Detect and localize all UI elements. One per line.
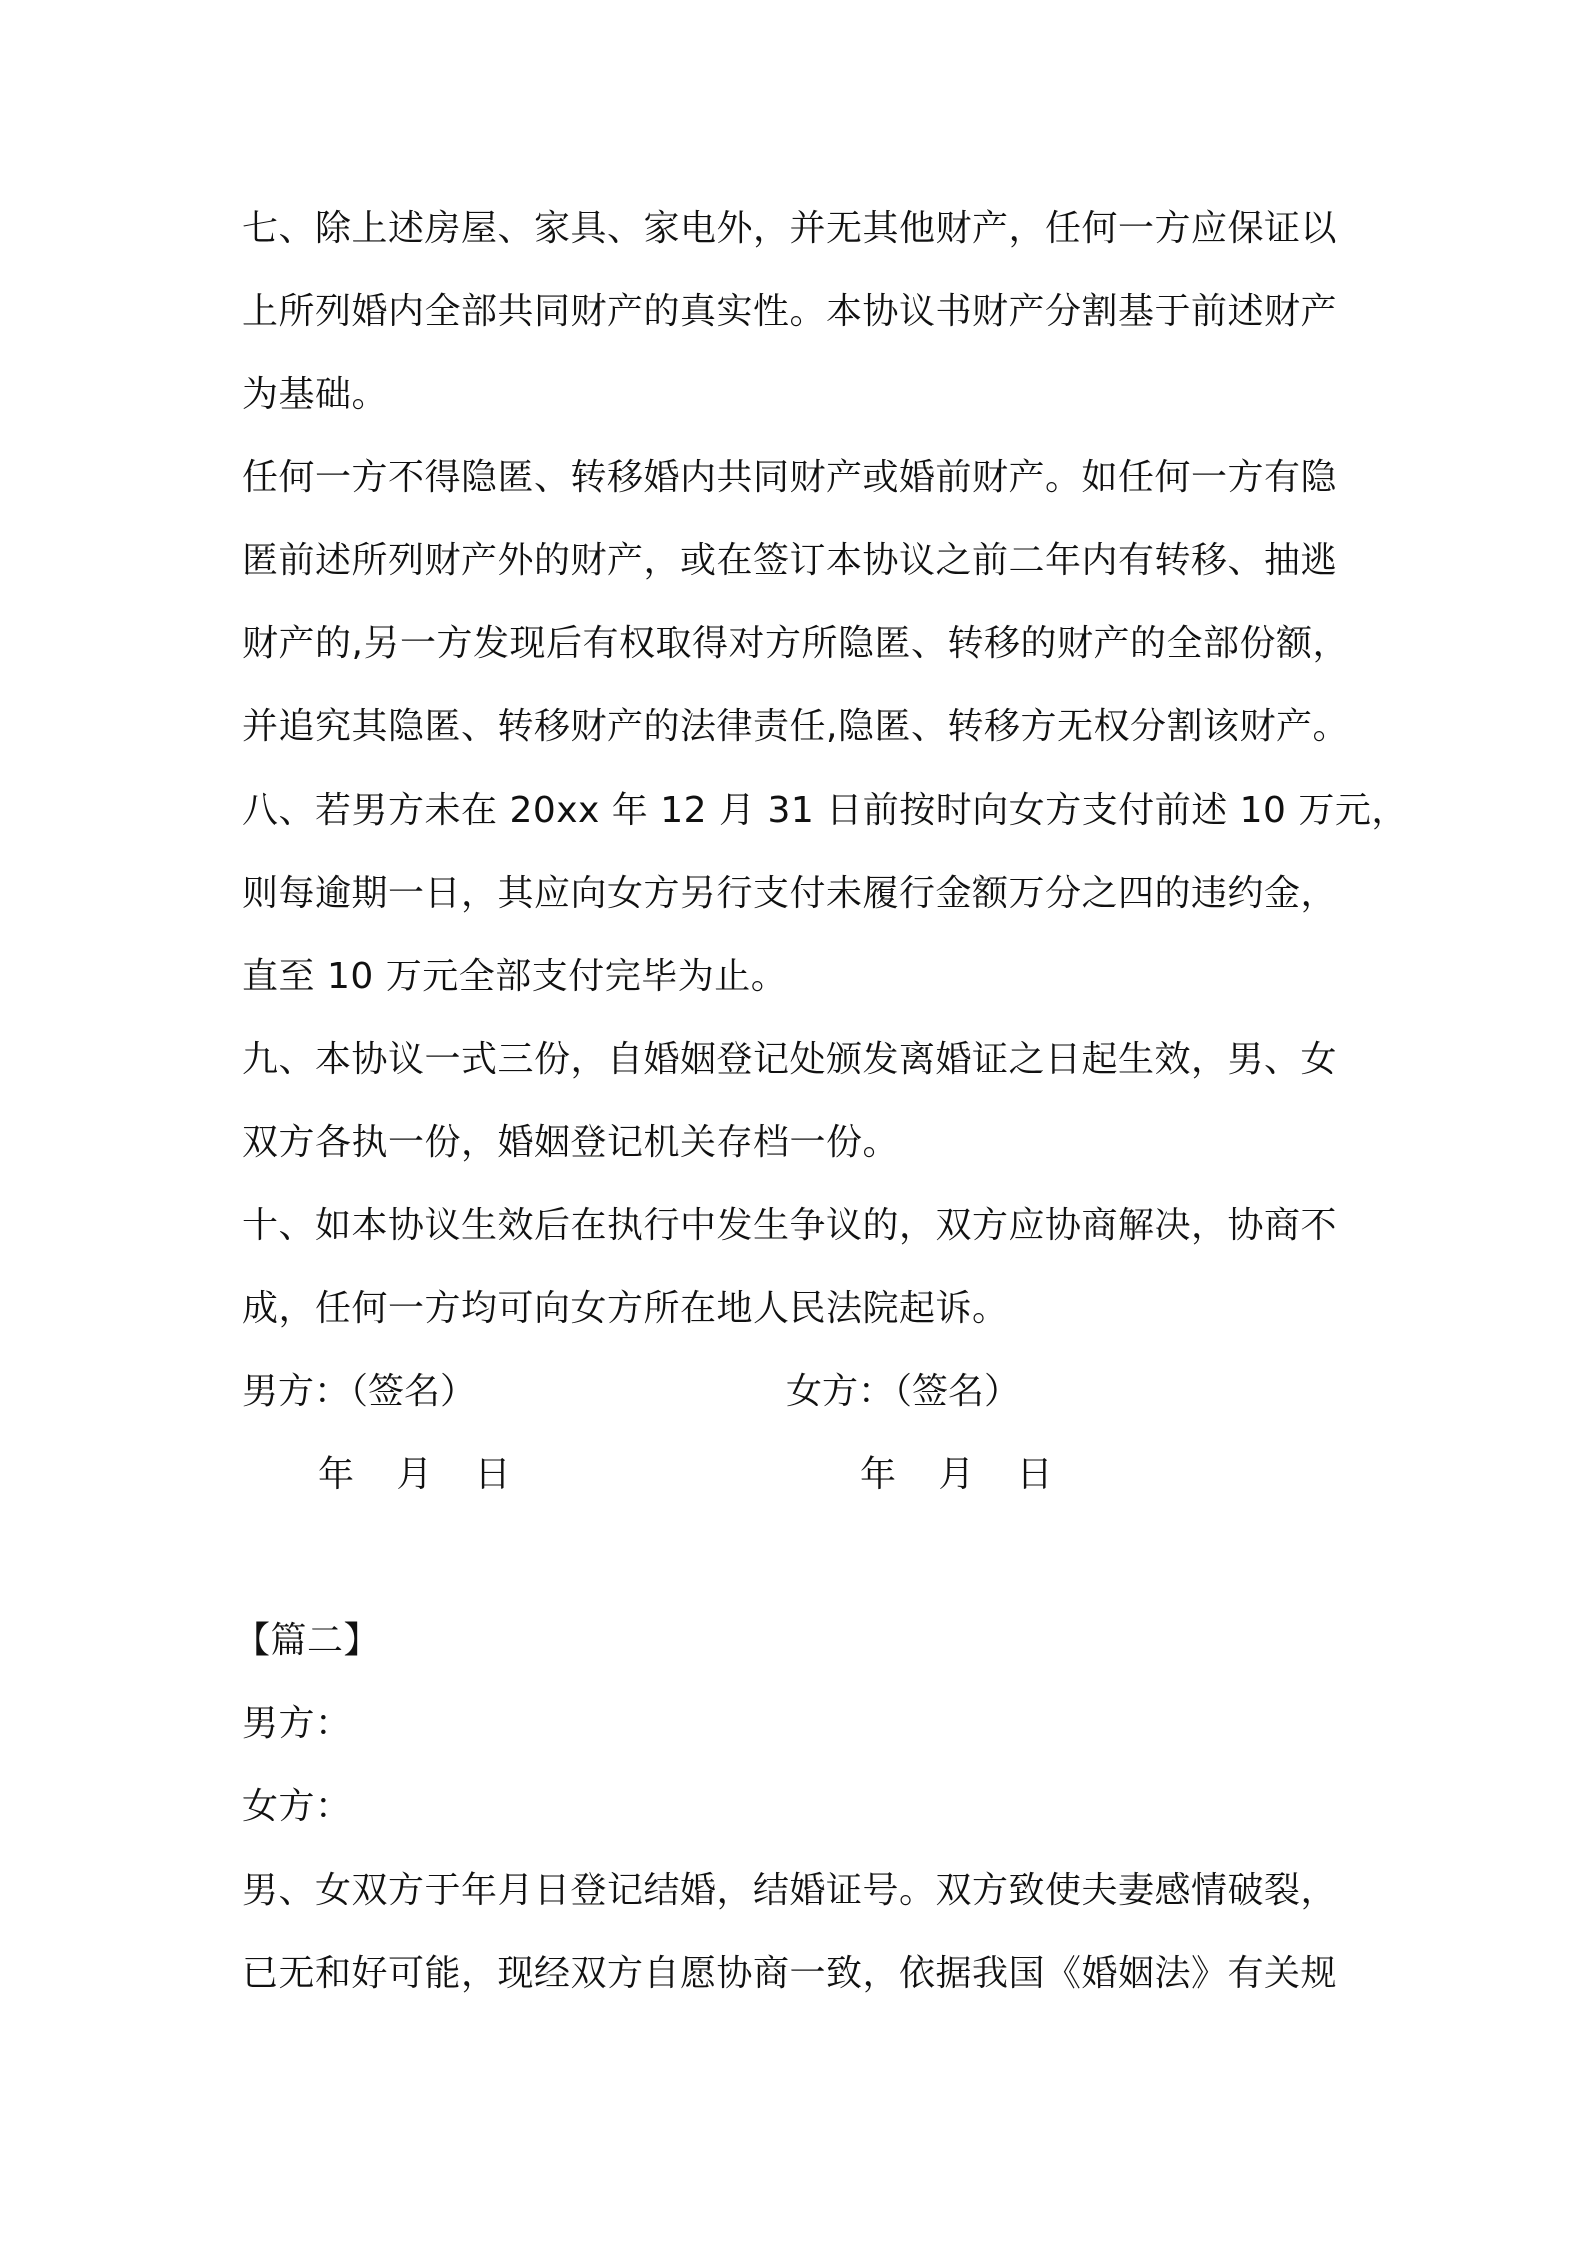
paragraph-line: 直至 10 万元全部支付完毕为止。: [242, 956, 788, 997]
paragraph-line: 八、若男方未在 20xx 年 12 月 31 日前按时向女方支付前述 10 万元，: [242, 790, 1408, 831]
paragraph-line: 上所列婚内全部共同财产的真实性。本协议书财产分割基于前述财产: [242, 291, 1338, 332]
paragraph-line: 则每逾期一日，其应向女方另行支付未履行金额万分之四的违约金，: [242, 873, 1338, 914]
paragraph-line: 九、本协议一式三份，自婚姻登记处颁发离婚证之日起生效，男、女: [242, 1039, 1338, 1080]
male-signature-label: 男方：（签名）: [242, 1371, 477, 1412]
paragraph-line: 男、女双方于年月日登记结婚，结婚证号。双方致使夫妻感情破裂，: [242, 1870, 1338, 1911]
paragraph-line: 成，任何一方均可向女方所在地人民法院起诉。: [242, 1288, 1009, 1329]
paragraph-line: 匿前述所列财产外的财产，或在签订本协议之前二年内有转移、抽逃: [242, 540, 1338, 581]
female-party-label: 女方：: [242, 1786, 352, 1827]
section-heading: 【篇二】: [234, 1620, 381, 1661]
male-party-label: 男方：: [242, 1703, 352, 1744]
paragraph-line: 财产的,另一方发现后有权取得对方所隐匿、转移的财产的全部份额，: [242, 623, 1349, 664]
male-signature-date: 年 月 日: [318, 1454, 513, 1495]
paragraph-line: 已无和好可能，现经双方自愿协商一致，依据我国《婚姻法》有关规: [242, 1953, 1338, 1994]
paragraph-line: 为基础。: [242, 374, 389, 415]
paragraph-line: 并追究其隐匿、转移财产的法律责任,隐匿、转移方无权分割该财产。: [242, 706, 1349, 747]
paragraph-line: 十、如本协议生效后在执行中发生争议的，双方应协商解决，协商不: [242, 1205, 1338, 1246]
female-signature-date: 年 月 日: [860, 1454, 1055, 1495]
female-signature-label: 女方：（签名）: [786, 1371, 1021, 1412]
paragraph-line: 双方各执一份，婚姻登记机关存档一份。: [242, 1122, 900, 1163]
paragraph-line: 任何一方不得隐匿、转移婚内共同财产或婚前财产。如任何一方有隐: [242, 457, 1338, 498]
paragraph-line: 七、除上述房屋、家具、家电外，并无其他财产，任何一方应保证以: [242, 208, 1338, 249]
